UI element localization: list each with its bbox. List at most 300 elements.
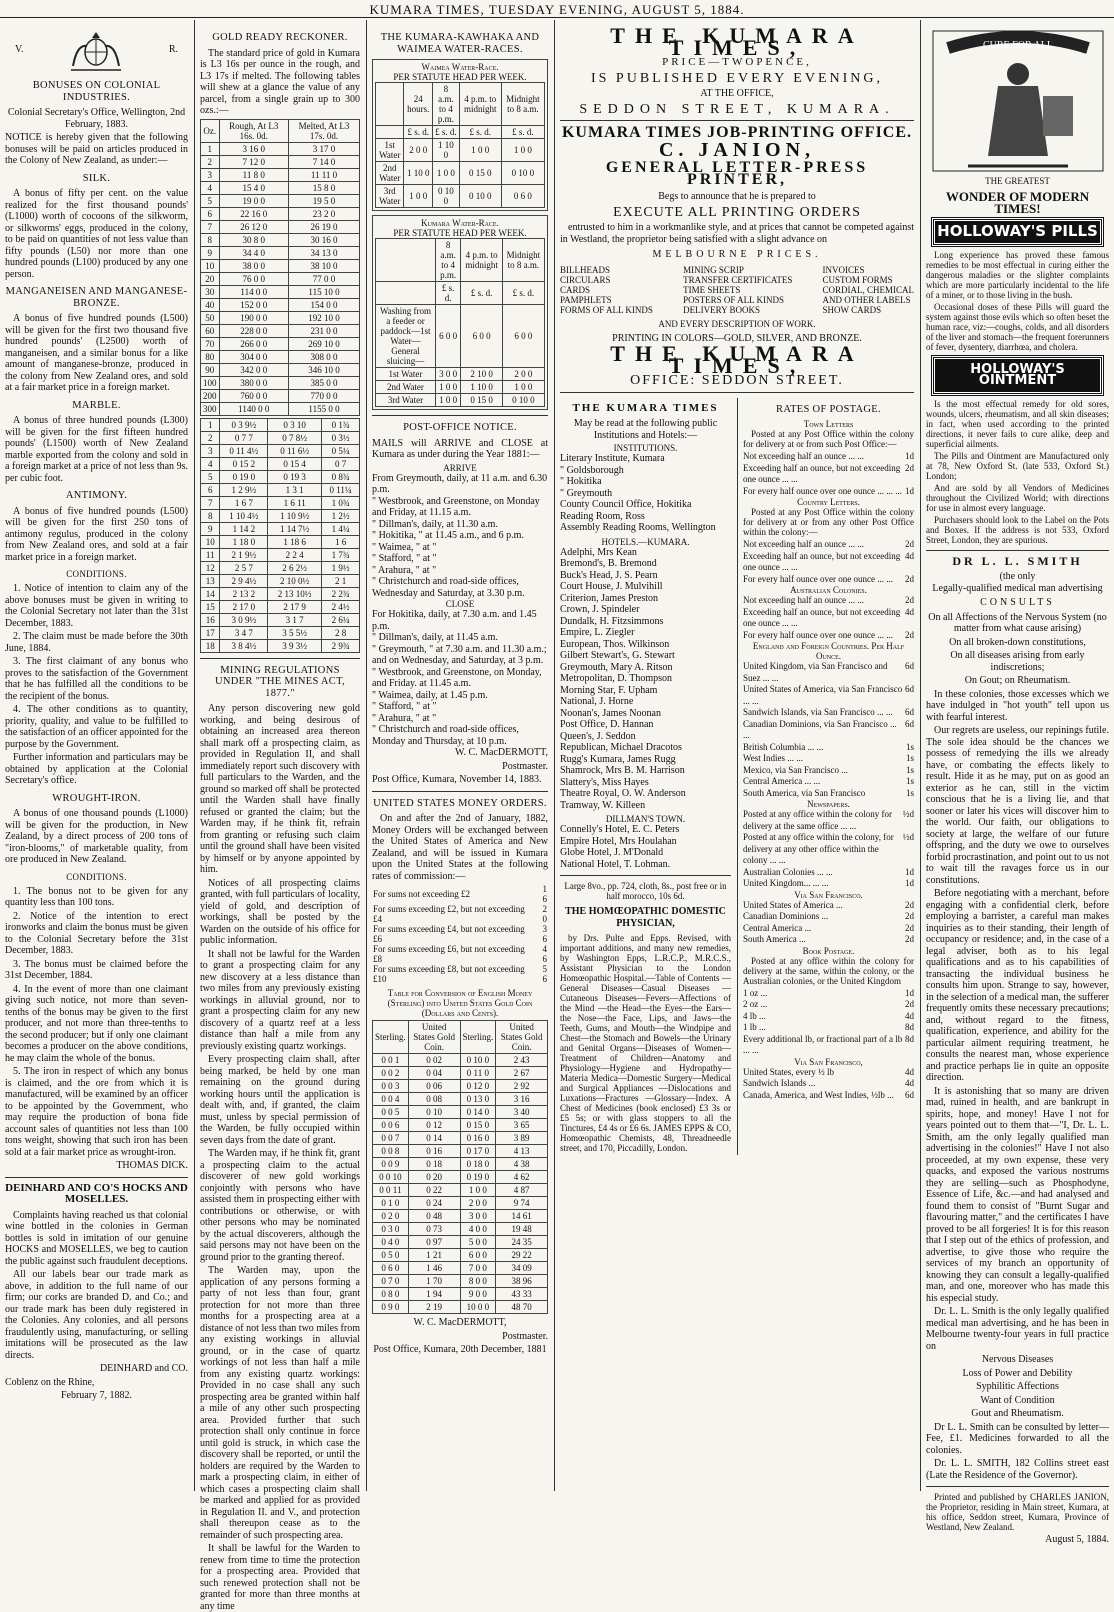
dwt-row <box>201 561 360 574</box>
table-cell: 0 24 <box>408 1197 460 1210</box>
mo-role: Postmaster. <box>502 1330 548 1342</box>
address-line: Dr. L. L. SMITH, 182 Collins street east (Late the Residence of the Governor). <box>926 1458 1109 1481</box>
rate-value: 2d <box>905 629 914 640</box>
rate-value: 6d <box>905 707 914 717</box>
table-cell: 1 6 <box>542 884 547 904</box>
hotel-item: Theatre Royal, O. W. Anderson <box>560 788 686 799</box>
read-at-list <box>560 398 731 1156</box>
table-cell: 0 48 <box>408 1210 460 1223</box>
table-cell: 0 0 6 <box>373 1119 409 1132</box>
dwt-row <box>201 535 360 548</box>
oz-row <box>201 142 360 155</box>
institution-item: Literary Institute, Kumara <box>560 453 665 464</box>
table-cell: 0 3½ <box>322 431 360 444</box>
money-order-row <box>372 904 548 924</box>
hotel-item: Buck's Head, J. S. Pearn <box>560 569 658 581</box>
table-cell: 2 4½ <box>322 600 360 613</box>
eng-rates <box>743 661 914 799</box>
deinhard-place: Coblenz on the Rhine, <box>5 1376 95 1388</box>
rate-label: United States, every ½ lb <box>743 1066 834 1077</box>
table-cell: 0 7 <box>322 457 360 470</box>
iron-heading: WROUGHT-IRON. <box>52 792 141 804</box>
table-cell: 11 <box>201 548 220 561</box>
manganese-text: A bonus of five hundred pounds (L500) will be given for the first two thousand five hundred pounds' (L2500) worth of manganeisen, and a similar bonus for a like amount of manganese-bronze, produced in the colony from New Zealand ores, and sold at a fair market price in a foreign market. <box>5 313 188 393</box>
table-cell: 2 2 4 <box>268 548 322 561</box>
money-order-row <box>372 944 548 964</box>
rate-label: Central America ... ... <box>743 776 821 786</box>
book-rate <box>743 988 914 1000</box>
country-rates <box>743 539 914 585</box>
table-cell: 200 <box>201 389 220 402</box>
oz-row <box>201 272 360 285</box>
table-cell: 6 <box>201 483 220 496</box>
aus-heading: Australian Colonies. <box>790 585 867 595</box>
table-cell: 2 92 <box>496 1080 548 1093</box>
oz-row <box>201 194 360 207</box>
deinhard-signature: DEINHARD and CO. <box>99 1363 188 1374</box>
table-cell: 90 <box>201 363 220 376</box>
print-item: POSTERS OF ALL KINDS <box>683 294 785 305</box>
table-cell: 0 0 2 <box>373 1067 409 1080</box>
dwt-row <box>201 522 360 535</box>
table-cell: 60 <box>201 324 220 337</box>
table-cell: 22 16 0 <box>219 207 289 220</box>
table-cell: 342 0 0 <box>219 363 289 376</box>
rate-label: United Kingdom, via San Francisco and Suez ... ... <box>743 661 888 683</box>
office-line-2: OFFICE: SEDDON STREET. <box>630 373 844 388</box>
print-item: CORDIAL, CHEMICAL <box>822 284 914 295</box>
table-cell: 5 <box>201 194 220 207</box>
rate-label: For every half ounce over one ounce ... ... <box>743 573 893 584</box>
table-cell: 1 18 6 <box>268 535 322 548</box>
table-cell: 2 <box>201 155 220 168</box>
table-cell: 0 16 0 <box>460 1132 496 1145</box>
table-cell: For sums exceeding £2, but not exceeding £4 <box>373 904 525 924</box>
post-office-place: Post Office, Kumara, November 14, 1883. <box>372 774 542 785</box>
table-cell: 6 0 0 <box>461 305 502 368</box>
close-item: " Stafford, " at " <box>372 701 437 712</box>
conversion-row <box>373 1184 548 1197</box>
hotel-item: Rugg's Kumara, James Rugg <box>560 753 676 765</box>
condition-item: 4. The other conditions as to quantity, priority, quality, and value to be fulfilled to the satisfaction of an officer appointed for the purpose by the Government. <box>5 704 188 750</box>
table-cell <box>376 83 404 126</box>
table-cell: 0 9 0 <box>373 1301 409 1314</box>
close-item: For Hokitika, daily, at 7.30 a.m. and 1.45 p.m. <box>372 609 537 632</box>
table-cell: 6 0 0 <box>460 1249 496 1262</box>
oz-row <box>201 259 360 272</box>
table-cell: 1 2 9½ <box>220 483 268 496</box>
oz-row <box>201 376 360 389</box>
paper-title-2: THE KUMARA TIMES, <box>610 341 864 378</box>
silk-heading: SILK. <box>82 172 111 184</box>
table-cell: 0 7 8½ <box>268 431 322 444</box>
table-cell: 269 10 0 <box>289 337 360 350</box>
table-cell: 6 <box>201 207 220 220</box>
condition-item: 1. The bonus not to be given for any quantity less than 100 tons. <box>5 885 188 908</box>
hotel-item: Adelphi, Mrs Kean <box>560 546 637 558</box>
table-cell: 154 0 0 <box>289 298 360 311</box>
table-cell: 4 p.m. to midnight <box>461 239 502 282</box>
oz-row <box>201 298 360 311</box>
money-orders-heading: UNITED STATES MONEY ORDERS. <box>373 797 547 809</box>
waimea-heading: Waimea Water-Race. <box>421 62 499 72</box>
table-cell: 0 0 3 <box>373 1080 409 1093</box>
table-cell: 2 0 <box>542 904 547 924</box>
table-cell: 30 16 0 <box>289 233 360 246</box>
rate-value: 6d <box>905 1089 914 1100</box>
dr-text: In these colonies, those excesses which we have indulged in "hot youth" tell upon us with fearful interest. <box>926 688 1109 723</box>
rate-value: 2d <box>905 595 914 605</box>
column-water-races <box>367 20 553 1491</box>
coat-of-arms-row <box>5 26 188 74</box>
table-cell: Sterling. <box>373 1021 409 1054</box>
purchasers-line: Purchasers should look to the Label on the Pots and Boxes. If the address is not 533, Oxford Street, London, they are spurious. <box>926 514 1109 545</box>
marble-heading: MARBLE. <box>72 399 121 411</box>
table-cell: 1 70 <box>408 1275 460 1288</box>
table-cell: 9 0 0 <box>460 1288 496 1301</box>
page-header <box>0 0 1114 18</box>
table-cell: 2 1 9½ <box>220 548 268 561</box>
table-cell: 228 0 0 <box>219 324 289 337</box>
deinhard-date: February 7, 1882. <box>60 1390 133 1401</box>
table-cell: 0 0 8 <box>373 1145 409 1158</box>
table-cell: 190 0 0 <box>219 311 289 324</box>
dillman-item: Connelly's Hotel, E. C. Peters <box>560 824 680 835</box>
table-cell: 0 14 0 <box>460 1106 496 1119</box>
pills-text: Long experience has proved these famous remedies to be most effectual in curing either the dangerous maladies or the slighter complaints which are more particularly incidental to the life of a miner, or to those living in the bush. <box>926 249 1109 300</box>
dwt-row <box>201 626 360 639</box>
town-rate <box>743 486 914 498</box>
close-item: " Waimea, daily, at 1.45 p.m. <box>372 689 488 701</box>
antimony-heading: ANTIMONY. <box>65 490 128 501</box>
table-cell: 1 7¾ <box>322 548 360 561</box>
table-cell: 1 10 4½ <box>220 509 268 522</box>
hotel-item: European, Thos. Wilkinson <box>560 638 670 650</box>
table-cell: 0 3 0 <box>373 1223 409 1236</box>
news-heading: Newspapers. <box>807 799 850 809</box>
homeopathic-heading: THE HOMŒOPATHIC DOMESTIC PHYSICIAN, <box>565 906 726 929</box>
deinhard-text: Complaints having reached us that colonial wine bottled in the colonies in German bottles is sold in imitation of our genuine HOCKS and MOSELLES, we beg to caution the public against such fraudulent deceptions. <box>5 1209 188 1267</box>
hotels-list <box>560 547 731 812</box>
table-cell: £ s. d. <box>501 126 544 139</box>
kumara-row <box>376 394 545 407</box>
eng-rate <box>743 742 914 754</box>
table-cell: 2 17 9 <box>268 600 322 613</box>
table-cell: 7 14 0 <box>289 155 360 168</box>
column-gold-reckoner <box>195 20 365 1612</box>
table-cell: 0 7 7 <box>220 431 268 444</box>
table-cell: 385 0 0 <box>289 376 360 389</box>
table-cell: 76 0 0 <box>219 272 289 285</box>
print-item: TIME SHEETS <box>683 284 741 295</box>
print-item: CARDS <box>560 284 591 295</box>
condition-item: 3. The first claimant of any bonus who proves to the satisfaction of the Government that he has fulfilled all the conditions to be the recipient of the bonus. <box>5 656 188 702</box>
hotel-item: Metropolitan, D. Thompson <box>560 673 673 684</box>
town-rates <box>743 451 914 497</box>
rate-value: 6d <box>905 661 914 671</box>
disease-item: Loss of Power and Debility <box>962 1367 1073 1379</box>
disease-item: Want of Condition <box>980 1394 1055 1406</box>
institution-item: County Council Office, Hokitika <box>560 499 692 510</box>
hotel-item: Greymouth, Mary A. Ritson <box>560 661 673 673</box>
waimea-row <box>376 139 545 162</box>
rate-value: 1d <box>905 878 914 888</box>
table-cell: 2 43 <box>496 1054 548 1067</box>
table-cell: 10 <box>201 259 220 272</box>
book-postage-heading: Book Postage. <box>802 945 855 956</box>
pills-text-2: Occasional doses of these Pills will guard the system against those evils which so often beset the human race, viz:—coughs, colds, and all disorders of the liver and stomach—the frequent forerunners of fever, dysentery, diarrhœa, and cholera. <box>926 301 1109 352</box>
post-office-intro: MAILS will ARRIVE and CLOSE at Kumara as under during the Year 1881:— <box>372 437 548 460</box>
arrive-item: " Stafford, " at " <box>372 553 437 564</box>
table-cell: 50 <box>201 311 220 324</box>
hotel-item: Morning Star, F. Upham <box>560 684 658 696</box>
eng-rate <box>743 661 914 684</box>
table-cell: 1155 0 0 <box>289 402 360 415</box>
table-cell: 0 15 0 <box>460 1119 496 1132</box>
rate-label: United Kingdom... ... ... <box>743 878 829 888</box>
dwt-row <box>201 470 360 483</box>
dr-sub: (the only <box>999 571 1036 582</box>
rate-value: 1d <box>905 485 914 496</box>
table-cell: 8 a.m. to 4 p.m. <box>435 239 460 282</box>
column-bonuses <box>0 20 193 1491</box>
eng-rate <box>743 776 914 788</box>
hotel-item: Criterion, James Preston <box>560 592 659 604</box>
job-printing-heading: KUMARA TIMES JOB-PRINTING OFFICE. <box>561 124 913 141</box>
kumara-row <box>376 368 545 381</box>
table-cell: 1 21 <box>408 1249 460 1262</box>
silk-text: A bonus of fifty per cent. on the value realized for the first thousand pounds' (L1000) worth of cocoons of the silkworm, or silkworms' eggs, produced in the colony, to be paid on quantities of not less value than fifty pounds (L50) nor more than one hundred pounds (L100) produced by any one person. <box>5 188 188 280</box>
table-cell: 0 22 <box>408 1184 460 1197</box>
table-cell: 192 10 0 <box>289 311 360 324</box>
table-cell: £ s. d. <box>459 126 501 139</box>
table-cell: 4 <box>201 457 220 470</box>
oz-row <box>201 155 360 168</box>
table-cell: 1 0 0 <box>435 394 460 407</box>
rate-value: 4d <box>905 606 914 617</box>
table-cell: 0 0 5 <box>373 1106 409 1119</box>
table-cell: 308 0 0 <box>289 350 360 363</box>
table-cell: 0 15 0 <box>461 394 502 407</box>
rate-label: West Indies ... ... <box>743 753 804 763</box>
print-item: INVOICES <box>822 264 865 275</box>
column-holloway <box>921 20 1114 1545</box>
dillman-heading: DILLMAN'S TOWN. <box>605 814 686 824</box>
table-cell: 1 <box>201 418 220 431</box>
close-item: " Greymouth, " at 7.30 a.m. and 11.30 a.m.; and on Wednesday, and Saturday, at 3 p.m. <box>372 643 547 666</box>
table-cell: 4 87 <box>496 1184 548 1197</box>
oz-row <box>201 207 360 220</box>
table-cell: 3rd Water <box>376 185 404 208</box>
table-cell: 70 <box>201 337 220 350</box>
table-cell: 3 5 5½ <box>268 626 322 639</box>
table-cell: 2 0 0 <box>404 139 433 162</box>
table-cell: 29 22 <box>496 1249 548 1262</box>
rate-label: 4 lb ... <box>743 1010 766 1021</box>
table-cell: 3 16 0 <box>219 142 289 155</box>
price-line: PRICE—TWOPENCE, <box>662 56 812 68</box>
kumara-box <box>372 215 548 410</box>
news-rate <box>743 867 914 879</box>
table-cell: 300 <box>201 402 220 415</box>
table-cell: 1 14 2 <box>220 522 268 535</box>
melted-header: Melted, At L3 17s. 0d. <box>289 119 360 142</box>
table-cell: 0 10 <box>408 1106 460 1119</box>
waimea-box <box>372 59 548 211</box>
table-cell: 2nd Water <box>376 381 436 394</box>
table-cell: 23 2 0 <box>289 207 360 220</box>
oz-row <box>201 181 360 194</box>
oz-row <box>201 350 360 363</box>
institutions-heading: INSTITUTIONS. <box>613 443 678 453</box>
close-heading: CLOSE <box>445 599 475 609</box>
table-cell: 38 10 0 <box>289 259 360 272</box>
table-cell: 3 0 0 <box>435 368 460 381</box>
disease-item: Gout and Rheumatism. <box>971 1408 1064 1419</box>
table-cell: 0 10 0 <box>433 185 460 208</box>
read-at-intro: May be read at the following public Institutions and Hotels:— <box>573 418 718 441</box>
rate-value: 6d <box>905 684 914 694</box>
table-cell: 304 0 0 <box>219 350 289 363</box>
table-cell: 24 hours. <box>404 83 433 126</box>
rate-label: British Columbia ... ... <box>743 741 824 752</box>
table-cell: 0 12 0 <box>460 1080 496 1093</box>
table-cell: 2 9 4½ <box>220 574 268 587</box>
table-cell: 14 <box>201 587 220 600</box>
table-cell: 3rd Water <box>376 394 436 407</box>
country-intro: Posted at any Post Office within the colony for delivery at or from any other Post Office within the colony:— <box>743 507 914 537</box>
condition-item: 3. The bonus must be claimed before the 31st December, 1884. <box>5 958 188 981</box>
rate-label: Mexico, via San Francisco ... <box>743 764 848 775</box>
via2-rates <box>743 1067 914 1102</box>
table-cell: 13 <box>201 574 220 587</box>
sold-line: And are sold by all Vendors of Medicines throughout the Civilized World; with directions for use in almost every language. <box>926 482 1109 513</box>
condition-item: 1. Notice of intention to claim any of the above bonuses must be given in writing to the Colonial Secretary not later than the 31st December, 1883. <box>5 583 188 629</box>
dr-text: Dr. L. L. Smith is the only legally qualified medical man advertising, and he has been in Melbourne twenty-four years in full practice on <box>926 1306 1109 1352</box>
arrive-item: " Westbrook, and Greenstone, on Monday and Friday, at 11.15 a.m. <box>372 495 540 518</box>
table-cell: 0 11 0 <box>460 1067 496 1080</box>
rate-value: 2d <box>905 539 914 549</box>
table-cell: 2 6¼ <box>322 613 360 626</box>
rate-value: 1s <box>905 753 914 763</box>
rate-value: 1d <box>905 451 914 461</box>
conversion-row <box>373 1106 548 1119</box>
table-cell: 1 6 <box>322 535 360 548</box>
table-cell: 0 15 2 <box>220 457 268 470</box>
table-cell <box>376 239 436 282</box>
table-cell: 7 0 0 <box>460 1262 496 1275</box>
header-text: KUMARA TIMES, TUESDAY EVENING, AUGUST 5, 1884. <box>369 2 745 17</box>
money-order-row <box>372 884 548 904</box>
table-cell: Sterling. <box>460 1021 496 1054</box>
close-item: " Westbrook, and Greenstone, on Monday, and Friday. at 11.45 a.m. <box>372 666 542 689</box>
hotel-item: Republican, Michael Dracotos <box>560 742 682 753</box>
waimea-sub: PER STATUTE HEAD PER WEEK. <box>393 72 527 82</box>
waimea-table <box>375 82 545 208</box>
condition-item: 2. Notice of the intention to erect ironworks and claim the bonus must be given to the Colonial Secretary before the 31st December, 1883. <box>5 910 188 956</box>
table-cell: 17 <box>201 626 220 639</box>
table-cell: 3 1 7 <box>268 613 322 626</box>
table-cell: 1 3 1 <box>268 483 322 496</box>
table-cell: 34 13 0 <box>289 246 360 259</box>
hotel-item: Tramway, W. Killeen <box>560 799 646 811</box>
entrusted-text: entrusted to him in a workmanlike style, and at prices that cannot be competed against in Westland, the proprietor being satisfied with a slight advance on <box>560 222 914 245</box>
table-cell: 3 6 <box>542 924 547 944</box>
table-cell: 0 97 <box>408 1236 460 1249</box>
table-cell: 380 0 0 <box>219 376 289 389</box>
consult-item: On all broken-down constitutions, <box>949 636 1086 648</box>
consult-item: On all Affections of the Nervous System (no matter from what cause arising) <box>928 611 1107 634</box>
begs-line: Begs to announce that he is prepared to <box>658 191 816 202</box>
town-heading: Town Letters <box>803 419 854 429</box>
table-cell: 3 0 0 <box>460 1210 496 1223</box>
table-cell: 0 10 0 <box>459 185 501 208</box>
dwt-row <box>201 444 360 457</box>
conversion-row <box>373 1021 548 1054</box>
table-cell: 0 18 0 <box>460 1158 496 1171</box>
aus-rates <box>743 595 914 641</box>
hotel-item: Crown, J. Spindeler <box>560 604 640 615</box>
rate-label: South America ... <box>743 934 806 944</box>
table-cell: 1 14 7½ <box>268 522 322 535</box>
consult-item: On all diseases arising from early indiscretions; <box>950 650 1085 673</box>
janion-name: C. JANION, <box>658 138 816 161</box>
table-cell: 1 0¾ <box>322 496 360 509</box>
dr-smith-heading: DR L. L. SMITH <box>952 553 1083 568</box>
table-cell: 2 1 <box>322 574 360 587</box>
two-column-block <box>560 398 914 1156</box>
table-cell: 0 73 <box>408 1223 460 1236</box>
conversion-row <box>373 1197 548 1210</box>
table-cell: 4 p.m. to midnight <box>459 83 501 126</box>
hotels-heading: HOTELS.—KUMARA. <box>601 536 690 547</box>
condition-item: 2. The claim must be made before the 30th June, 1884. <box>5 631 188 654</box>
wonder-line: WONDER OF MODERN TIMES! <box>945 189 1090 216</box>
via2-rate <box>743 1067 914 1079</box>
rate-value: 1s <box>905 764 914 775</box>
conversion-row <box>373 1249 548 1262</box>
rate-label: Canadian Dominions, via San Francisco ... ... <box>743 718 897 740</box>
institution-item: " Hokitika <box>560 476 602 487</box>
institution-item: Assembly Reading Rooms, Wellington <box>560 522 716 533</box>
rate-label: Sandwich Islands ... <box>743 1078 816 1088</box>
column-kumara-times <box>555 20 919 1491</box>
kumara-row <box>376 305 545 368</box>
hotel-item: Post Office, D. Hannan <box>560 719 654 730</box>
table-cell: £ s. d. <box>461 282 502 305</box>
table-cell: 5 0 0 <box>460 1236 496 1249</box>
table-cell: For sums exceeding £6, but not exceeding £8 <box>373 944 525 964</box>
table-cell: £ s. d. <box>435 282 460 305</box>
dwt-row <box>201 600 360 613</box>
conversion-row <box>373 1080 548 1093</box>
table-cell: 1 6 7 <box>220 496 268 509</box>
table-cell: 0 15 4 <box>268 457 322 470</box>
rate-label: Central America ... <box>743 922 812 933</box>
dr-sub-2: Legally-qualified medical man advertising <box>932 582 1103 594</box>
rate-label: Exceeding half an ounce, but not exceeding one ounce ... ... <box>743 462 901 484</box>
via-heading: Via San Francisco. <box>794 889 863 900</box>
rate-value: 2d <box>905 573 914 584</box>
table-cell: 6 0 0 <box>502 305 544 368</box>
table-cell: 100 <box>201 376 220 389</box>
conversion-row <box>373 1067 548 1080</box>
table-cell: 12 <box>201 561 220 574</box>
dillman-item: Globe Hotel, J. M'Donald <box>560 847 664 858</box>
rate-value: 4d <box>905 1078 914 1088</box>
table-cell: 0 19 0 <box>220 470 268 483</box>
consult-item: On Gout; on Rheumatism. <box>964 675 1071 686</box>
